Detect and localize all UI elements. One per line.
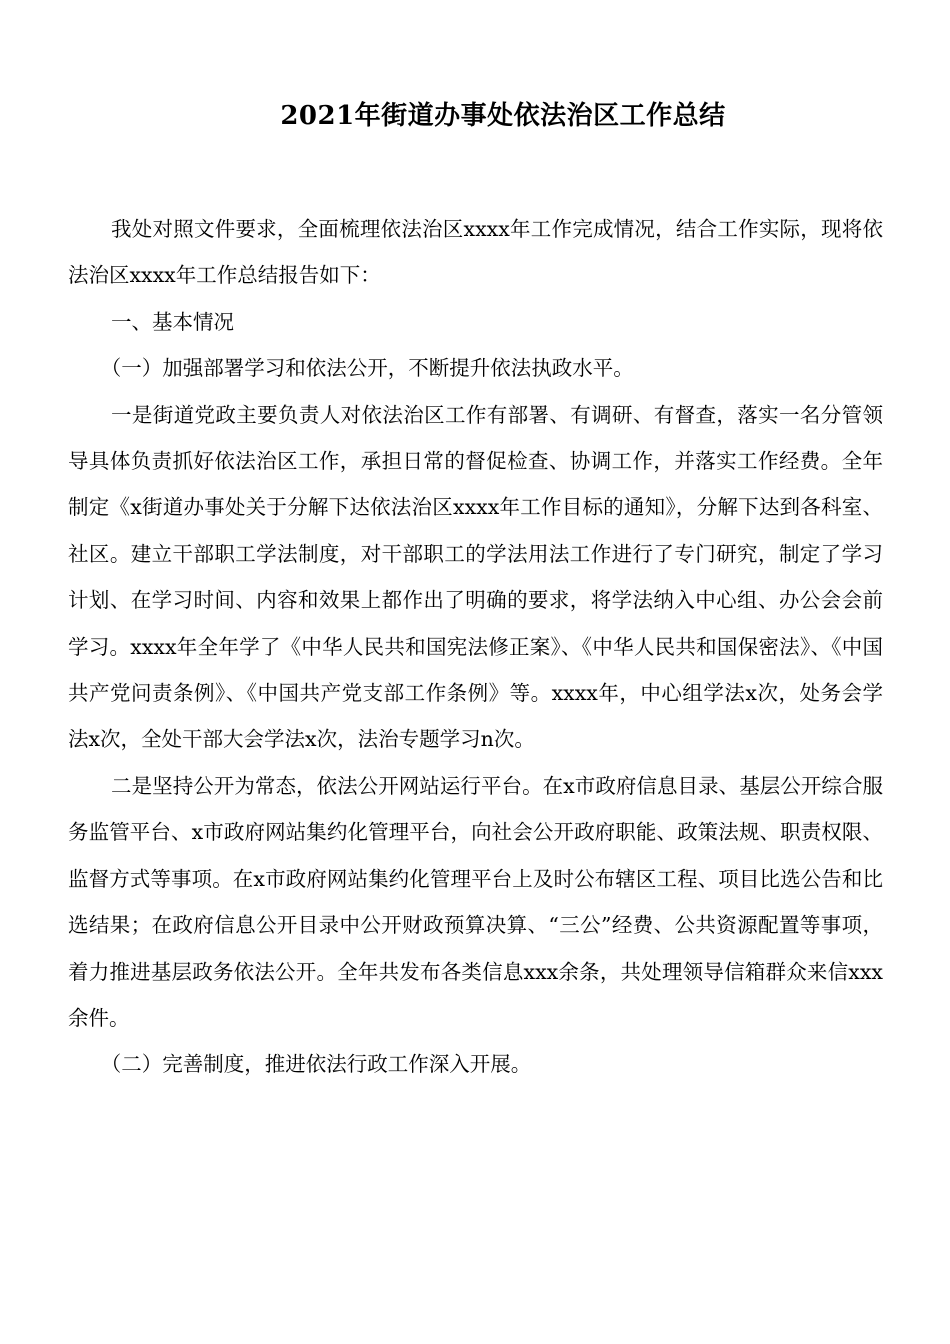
document-body xyxy=(68,206,883,1088)
document-title: 2021年街道办事处依法治区工作总结 xyxy=(280,101,726,131)
subsection-heading-1: （一）加强部署学习和依法公开，不断提升依法执政水平。 xyxy=(100,356,634,381)
section-heading-basic-situation: 一、基本情况 xyxy=(111,309,235,334)
subsection-heading-2: （二）完善制度，推进依法行政工作深入开展。 xyxy=(100,1052,532,1077)
intro-paragraph: 我处对照文件要求，全面梳理依法治区xxxx年工作完成情况，结合工作实际，现将依法治区xxxx年工作总结报告如下： xyxy=(68,217,883,288)
body-paragraph-second-point: 二是坚持公开为常态，依法公开网站运行平台。在x市政府信息目录、基层公开综合服务监管平台、x市政府网站集约化管理平台，向社会公开政府职能、政策法规、职责权限、监督方式等事项。在x市政府网站集约化管理平台上及时公布辖区工程、项目比选公告和比选结果；在政府信息公开目录中公开财政预算决算、“三公”经费、公共资源配置等事项，着力推进基层政务依法公开。全年共发布各类信息xxx余条，共处理领导信箱群众来信xxx余件。 xyxy=(68,773,883,1030)
body-paragraph-first-point: 一是街道党政主要负责人对依法治区工作有部署、有调研、有督查，落实一名分管领导具体负责抓好依法治区工作，承担日常的督促检查、协调工作，并落实工作经费。全年制定《x街道办事处关于分解下达依法治区xxxx年工作目标的通知》，分解下达到各科室、社区。建立干部职工学法制度，对干部职工的学法用法工作进行了专门研究，制定了学习计划、在学习时间、内容和效果上都作出了明确的要求，将学法纳入中心组、办公会会前学习。xxxx年全年学了《中华人民共和国宪法修正案》、《中华人民共和国保密法》、《中国共产党问责条例》、《中国共产党支部工作条例》等。xxxx年，中心组学法x次，处务会学法x次，全处干部大会学法x次，法治专题学习n次。 xyxy=(68,402,883,752)
